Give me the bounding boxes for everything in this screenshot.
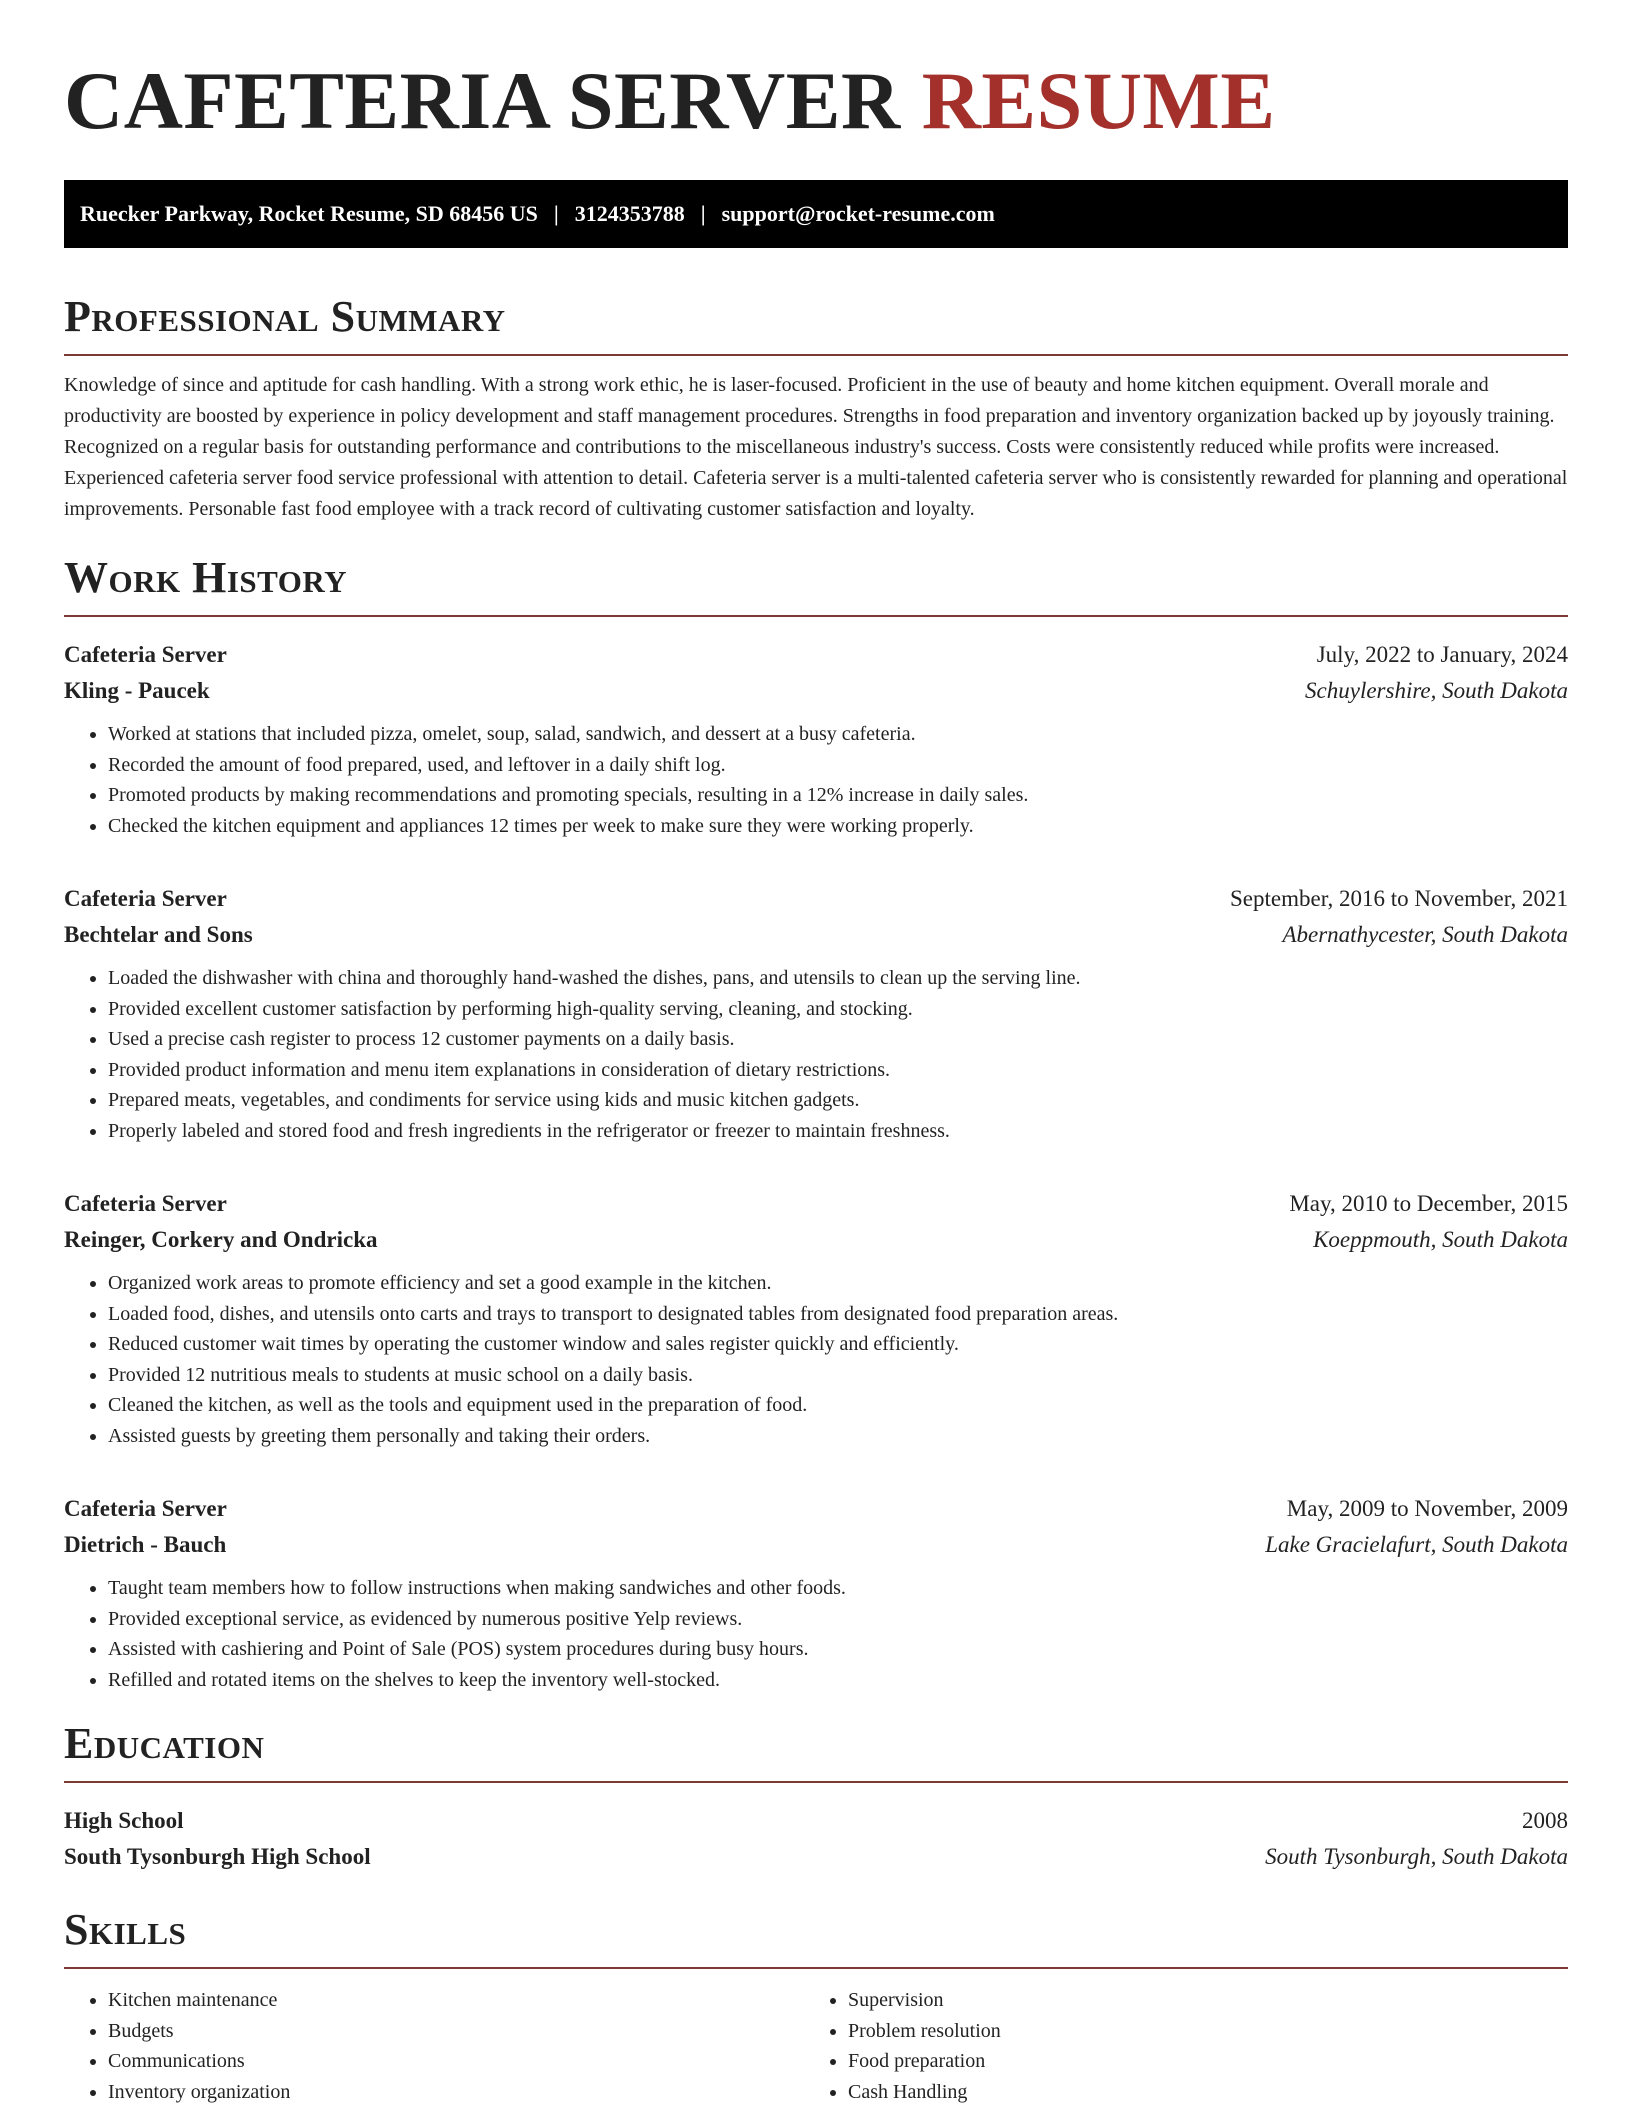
skills-section: [64, 1905, 1568, 2107]
title-accent: RESUME: [921, 55, 1276, 146]
list-item: • Taught team members how to follow instructions when making sandwiches and other foods.: [108, 1573, 1568, 1604]
list-item: • Communications: [108, 2046, 804, 2077]
list-item: • Refilled and rotated items on the shelves to keep the inventory well-stocked.: [108, 1665, 1568, 1696]
contact-bar: [64, 180, 1568, 248]
list-item: • Checked the kitchen equipment and appliances 12 times per week to make sure they were working properly.: [108, 811, 1568, 842]
job-company: Kling - Paucek: [64, 678, 210, 703]
job-bullets: [64, 719, 1568, 841]
list-item: • Kitchen maintenance: [108, 1985, 804, 2016]
job-entry: [64, 1186, 1568, 1451]
list-item: • Properly labeled and stored food and fresh ingredients in the refrigerator or freezer to maintain freshness.: [108, 1116, 1568, 1147]
contact-email: support@rocket-resume.com: [721, 201, 995, 226]
section-divider: [64, 615, 1568, 617]
list-item: • Loaded food, dishes, and utensils onto carts and trays to transport to designated tables from designated food preparation areas.: [108, 1299, 1568, 1330]
job-bullets: [64, 1573, 1568, 1695]
job-location: Schuylershire, South Dakota: [1305, 678, 1568, 703]
section-heading-education: Education: [64, 1719, 265, 1768]
job-company: Reinger, Corkery and Ondricka: [64, 1227, 378, 1252]
section-divider: [64, 354, 1568, 356]
section-divider: [64, 1967, 1568, 1969]
list-item: • Cash Handling: [848, 2077, 1544, 2108]
list-item: • Problem resolution: [848, 2016, 1544, 2047]
skills-column-left: [64, 1985, 804, 2107]
skills-column-right: [804, 1985, 1544, 2107]
contact-phone: 3124353788: [574, 201, 685, 226]
page-title: [64, 56, 1568, 146]
job-company: Bechtelar and Sons: [64, 922, 253, 947]
list-item: • Reduced customer wait times by operating the customer window and sales register quickly and efficiently.: [108, 1329, 1568, 1360]
section-heading-summary: Professional Summary: [64, 292, 506, 341]
job-title: Cafeteria Server: [64, 1496, 227, 1521]
education-section: [64, 1719, 1568, 1875]
job-title: Cafeteria Server: [64, 1191, 227, 1216]
job-bullets: [64, 963, 1568, 1146]
list-item: • Promoted products by making recommendations and promoting specials, resulting in a 12% increase in daily sales.: [108, 780, 1568, 811]
job-company: Dietrich - Bauch: [64, 1532, 227, 1557]
job-location: Abernathycester, South Dakota: [1282, 922, 1568, 947]
section-heading-skills: Skills: [64, 1905, 187, 1954]
list-item: • Provided excellent customer satisfaction by performing high-quality serving, cleaning, and stocking.: [108, 994, 1568, 1025]
list-item: • Assisted with cashiering and Point of Sale (POS) system procedures during busy hours.: [108, 1634, 1568, 1665]
list-item: • Prepared meats, vegetables, and condiments for service using kids and music kitchen gadgets.: [108, 1085, 1568, 1116]
job-dates: September, 2016 to November, 2021: [1230, 886, 1568, 911]
list-item: • Assisted guests by greeting them personally and taking their orders.: [108, 1421, 1568, 1452]
education-degree: High School: [64, 1808, 184, 1833]
education-year: 2008: [1522, 1808, 1568, 1833]
list-item: • Inventory organization: [108, 2077, 804, 2108]
summary-section: [64, 292, 1568, 525]
list-item: • Used a precise cash register to process 12 customer payments on a daily basis.: [108, 1024, 1568, 1055]
education-entry: [64, 1803, 1568, 1875]
job-title: Cafeteria Server: [64, 642, 227, 667]
section-divider: [64, 1781, 1568, 1783]
job-entry: [64, 637, 1568, 841]
job-dates: May, 2009 to November, 2009: [1286, 1496, 1568, 1521]
section-heading-work-history: Work History: [64, 553, 348, 602]
list-item: • Recorded the amount of food prepared, used, and leftover in a daily shift log.: [108, 750, 1568, 781]
list-item: • Loaded the dishwasher with china and thoroughly hand-washed the dishes, pans, and utensils to clean up the serving line.: [108, 963, 1568, 994]
job-entry: [64, 1491, 1568, 1695]
job-location: Koeppmouth, South Dakota: [1313, 1227, 1568, 1252]
list-item: • Food preparation: [848, 2046, 1544, 2077]
education-location: South Tysonburgh, South Dakota: [1265, 1844, 1568, 1869]
list-item: • Worked at stations that included pizza, omelet, soup, salad, sandwich, and dessert at a busy cafeteria.: [108, 719, 1568, 750]
list-item: • Provided 12 nutritious meals to students at music school on a daily basis.: [108, 1360, 1568, 1391]
list-item: • Provided product information and menu item explanations in consideration of dietary restrictions.: [108, 1055, 1568, 1086]
job-bullets: [64, 1268, 1568, 1451]
skills-grid: [64, 1985, 1568, 2107]
job-title: Cafeteria Server: [64, 886, 227, 911]
list-item: • Provided exceptional service, as evidenced by numerous positive Yelp reviews.: [108, 1604, 1568, 1635]
job-entry: [64, 881, 1568, 1146]
list-item: • Budgets: [108, 2016, 804, 2047]
job-dates: July, 2022 to January, 2024: [1316, 642, 1568, 667]
list-item: • Supervision: [848, 1985, 1544, 2016]
job-location: Lake Gracielafurt, South Dakota: [1265, 1532, 1568, 1557]
list-item: • Cleaned the kitchen, as well as the tools and equipment used in the preparation of food.: [108, 1390, 1568, 1421]
title-main: CAFETERIA SERVER: [64, 55, 901, 146]
education-school: South Tysonburgh High School: [64, 1844, 371, 1869]
summary-text: Knowledge of since and aptitude for cash handling. With a strong work ethic, he is laser-focused. Proficient in the use of beauty and home kitchen equipment. Overall morale and productivity are boosted by experience in policy development and staff management procedures. Strengths in food preparation and inventory organization backed up by joyously training. Recognized on a regular basis for outstanding performance and contributions to the miscellaneous industry's success. Costs were consistently reduced while profits were increased. Experienced cafeteria server food service professional with attention to detail. Cafeteria server is a multi-talented cafeteria server who is consistently rewarded for planning and operational improvements. Personable fast food employee with a track record of cultivating customer satisfaction and loyalty.: [64, 374, 1568, 520]
job-dates: May, 2010 to December, 2015: [1289, 1191, 1568, 1216]
contact-separator: |: [700, 201, 706, 226]
work-history-section: [64, 553, 1568, 1695]
contact-address: Ruecker Parkway, Rocket Resume, SD 68456 US: [80, 201, 538, 226]
list-item: • Organized work areas to promote efficiency and set a good example in the kitchen.: [108, 1268, 1568, 1299]
contact-separator: |: [553, 201, 559, 226]
